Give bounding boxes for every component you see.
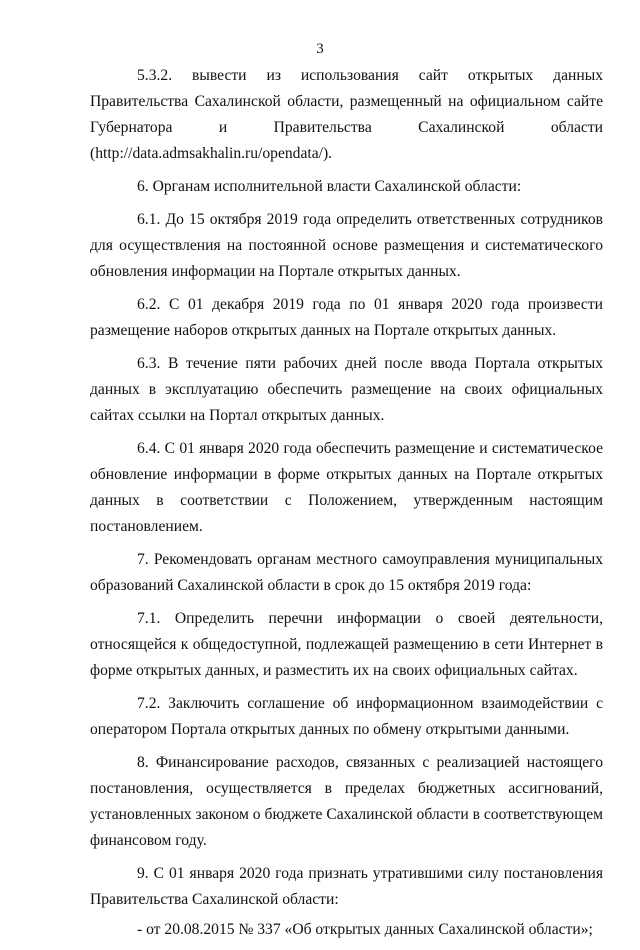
paragraph-6: 6. Органам исполнительной власти Сахалинской области: bbox=[137, 178, 522, 195]
paragraph-7-1: 7.1. Определить перечни информации о своей деятельности, относящейся к общедоступной, подлежащей размещению в сети Интернет в форме открытых данных, и разместить их на своих официальных сайтах. bbox=[90, 610, 603, 679]
paragraph-6-2: 6.2. С 01 декабря 2019 года по 01 января 2020 года произвести размещение наборов открытых данных на Портале открытых данных. bbox=[90, 296, 603, 339]
paragraph-9: 9. С 01 января 2020 года признать утратившими силу постановления Правительства Сахалинской области: bbox=[90, 865, 603, 908]
document-body bbox=[90, 63, 603, 950]
paragraph-7-2: 7.2. Заключить соглашение об информационном взаимодействии с оператором Портала открытых данных по обмену открытыми данными. bbox=[90, 695, 603, 738]
paragraph-9-item-1: - от 20.08.2015 № 337 «Об открытых данных Сахалинской области»; bbox=[137, 921, 593, 938]
paragraph-7: 7. Рекомендовать органам местного самоуправления муниципальных образований Сахалинской области в срок до 15 октября 2019 года: bbox=[90, 551, 603, 594]
paragraph-8: 8. Финансирование расходов, связанных с реализацией настоящего постановления, осуществляется в пределах бюджетных ассигнований, установленных законом о бюджете Сахалинской области в соответствующем финансовом году. bbox=[90, 754, 603, 849]
paragraph-6-3: 6.3. В течение пяти рабочих дней после ввода Портала открытых данных в эксплуатацию обеспечить размещение на своих официальных сайтах ссылки на Портал открытых данных. bbox=[90, 355, 603, 424]
paragraph-5-3-2: 5.3.2. вывести из использования сайт открытых данных Правительства Сахалинской области, размещенный на официальном сайте Губернатора и Правительства Сахалинской области (http://data.admsakhalin.ru/opendata/). bbox=[90, 67, 603, 162]
page-number: 3 bbox=[316, 41, 324, 57]
paragraph-6-4: 6.4. С 01 января 2020 года обеспечить размещение и систематическое обновление информации в форме открытых данных на Портале открытых данных в соответствии с Положением, утвержденным настоящим постановлением. bbox=[90, 440, 603, 535]
paragraph-6-1: 6.1. До 15 октября 2019 года определить ответственных сотрудников для осуществления на постоянной основе размещения и систематического обновления информации на Портале открытых данных. bbox=[90, 211, 603, 280]
